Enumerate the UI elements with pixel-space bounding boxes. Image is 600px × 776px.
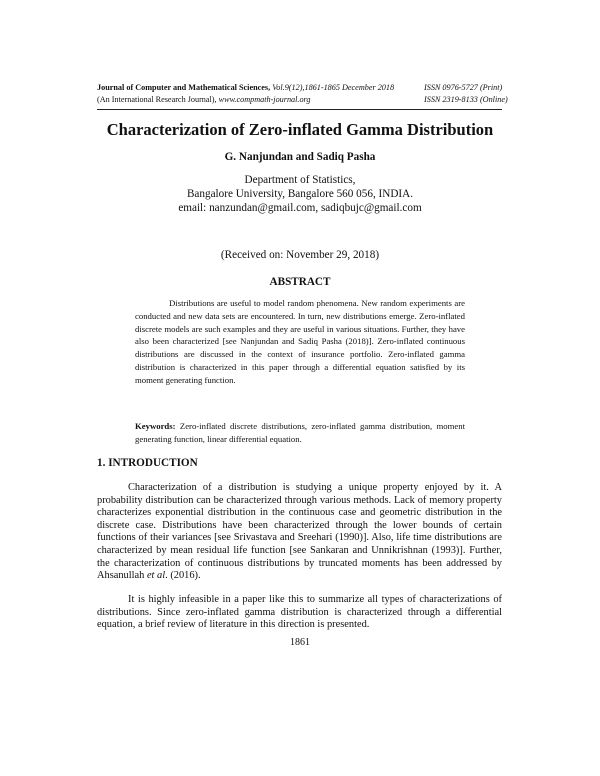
keywords-label: Keywords: — [135, 421, 176, 431]
journal-name-line — [97, 83, 394, 92]
issn-online: ISSN 2319-8133 (Online) — [424, 95, 508, 104]
intro-paragraph-1 — [97, 482, 502, 583]
authors: G. Nanjundan and Sadiq Pasha — [224, 151, 376, 163]
intro-p1-text: Characterization of a distribution is studying a unique property enjoyed by it. A probability distribution can be characterized through various methods. Lack of memory property characterizes exponential distribution in the continuous case and geometric distribution in the discrete case. Distributions have been characterized through the lower bounds of certain functions of their variances [see Srivastava and Sreehari (1990)]. Also, life time distributions are characterized by mean residual life function [see Sankaran and Unnikrishnan (1993)]. Further, the characterization of continuous distributions by truncated moments has been addressed by Ahsanullah — [97, 482, 502, 582]
section-title: 1. INTRODUCTION — [97, 457, 198, 469]
keywords-text: Zero-inflated discrete distributions, zero-inflated gamma distribution, moment generating function, linear differential equation. — [135, 421, 466, 444]
journal-org-line — [97, 95, 311, 104]
issn-print: ISSN 0976-5727 (Print) — [424, 83, 503, 92]
keywords — [135, 420, 465, 446]
abstract-text: Distributions are useful to model random phenomena. New random experiments are conducted and new data sets are encountered. In turn, new distributions emerge. Zero-inflated discrete models are such examples and they are useful in various situations. Further, they have also been characterized [see Nanjundan and Sadiq Pasha (2018)]. Zero-inflated continuous distributions are discussed in the context of insurance portfolio. Zero-inflated gamma distribution is characterized in this paper through a differential equation satisfied by its moment generating function. — [135, 298, 465, 385]
intro-p1-tail: . (2016). — [165, 570, 201, 582]
header-divider — [97, 109, 502, 110]
received-date: (Received on: November 29, 2018) — [220, 249, 380, 261]
affiliation-university: Bangalore University, Bangalore 560 056, INDIA. — [186, 188, 414, 200]
intro-paragraph-2: It is highly infeasible in a paper like this to summarize all types of characterizations of distributions. Since zero-inflated gamma distribution is characterized through a differential equation, a brief review of literature in this direction is presented. — [97, 594, 502, 631]
journal-org: (An International Research Journal), — [97, 95, 217, 104]
journal-issue: Vol.9(12),1861-1865 December 2018 — [272, 83, 395, 92]
affiliation-email[interactable]: email: nanzundan@gmail.com, sadiqbujc@gmail.com — [178, 202, 422, 214]
journal-name: Journal of Computer and Mathematical Sciences, — [97, 83, 271, 92]
affiliation-dept: Department of Statistics, — [244, 174, 356, 186]
journal-website[interactable]: www.compmath-journal.org — [218, 95, 311, 104]
intro-p1-etal: et al — [146, 570, 166, 582]
abstract-heading: ABSTRACT — [269, 276, 331, 288]
page-number: 1861 — [290, 637, 310, 648]
paper-title: Characterization of Zero-inflated Gamma Distribution — [106, 120, 494, 139]
